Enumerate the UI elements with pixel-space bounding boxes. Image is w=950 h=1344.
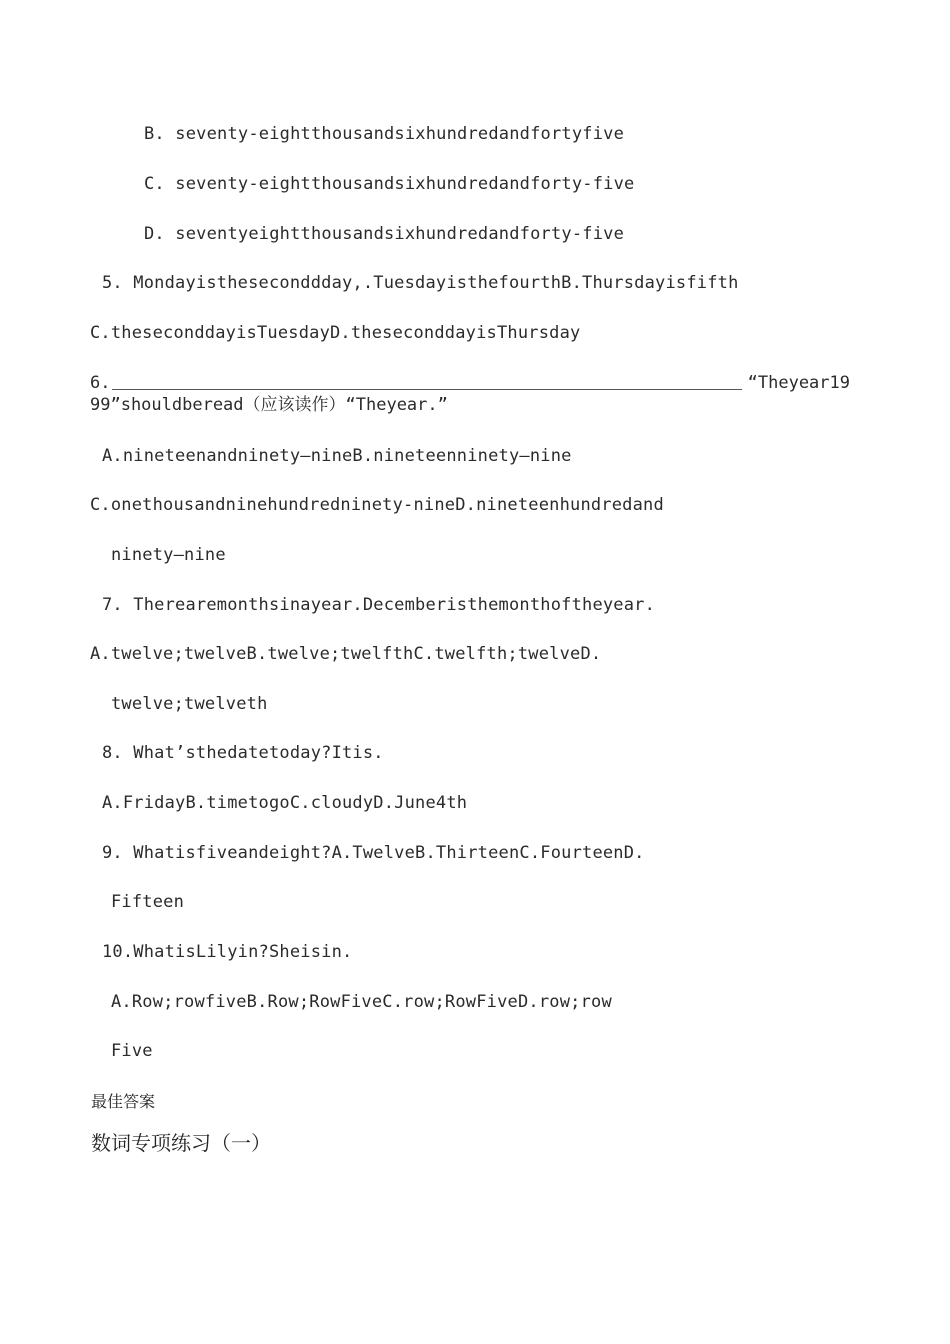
q4-option-b: B. seventy-eightthousandsixhundredandfortyfive bbox=[144, 124, 625, 144]
q9-question: 9. Whatisfiveandeight?A.TwelveB.ThirteenC.FourteenD. bbox=[102, 843, 645, 863]
q6-question bbox=[90, 372, 850, 416]
q8-options: A.FridayB.timetogoC.cloudyD.June4th bbox=[102, 793, 468, 813]
q5-options: C.theseconddayisTuesdayD.theseconddayisThursday bbox=[90, 323, 581, 343]
q10-options-line1: A.Row;rowfiveB.Row;RowFiveC.row;RowFiveD.row;row bbox=[111, 992, 612, 1012]
q10-options-line2: Five bbox=[111, 1041, 153, 1061]
q6-options-line3: ninety—nine bbox=[111, 545, 226, 565]
q6-options-line1: A.nineteenandninety—nineB.nineteenninety—nine bbox=[102, 446, 572, 466]
q4-option-d: D. seventyeightthousandsixhundredandforty-five bbox=[144, 224, 625, 244]
answer-blank bbox=[112, 375, 741, 390]
q7-question: 7. Therearemonthsinayear.Decemberisthemonthoftheyear. bbox=[102, 595, 656, 615]
section-title: 数词专项练习（一） bbox=[91, 1131, 271, 1155]
q6-number: 6. bbox=[90, 373, 111, 393]
q10-question: 10.WhatisLilyin?Sheisin. bbox=[102, 942, 353, 962]
q4-option-c: C. seventy-eightthousandsixhundredandforty-five bbox=[144, 174, 635, 194]
q6-options-line2: C.onethousandninehundredninety-nineD.nineteenhundredand bbox=[90, 495, 664, 515]
q7-options-line1: A.twelve;twelveB.twelve;twelfthC.twelfth;twelveD. bbox=[90, 644, 602, 664]
q7-options-line2: twelve;twelveth bbox=[111, 694, 268, 714]
answer-label: 最佳答案 bbox=[91, 1092, 156, 1111]
q5-question: 5. Mondayistheseconddday,.TuesdayisthefourthB.Thursdayisfifth bbox=[102, 273, 739, 293]
q9-options-line2: Fifteen bbox=[111, 892, 185, 912]
q6-line1-tail: “Theyear19 bbox=[747, 373, 850, 393]
q8-question: 8. What’sthedatetoday?Itis. bbox=[102, 743, 384, 763]
q6-line2: 99”shouldberead（应该读作）“Theyear.” bbox=[90, 395, 448, 415]
